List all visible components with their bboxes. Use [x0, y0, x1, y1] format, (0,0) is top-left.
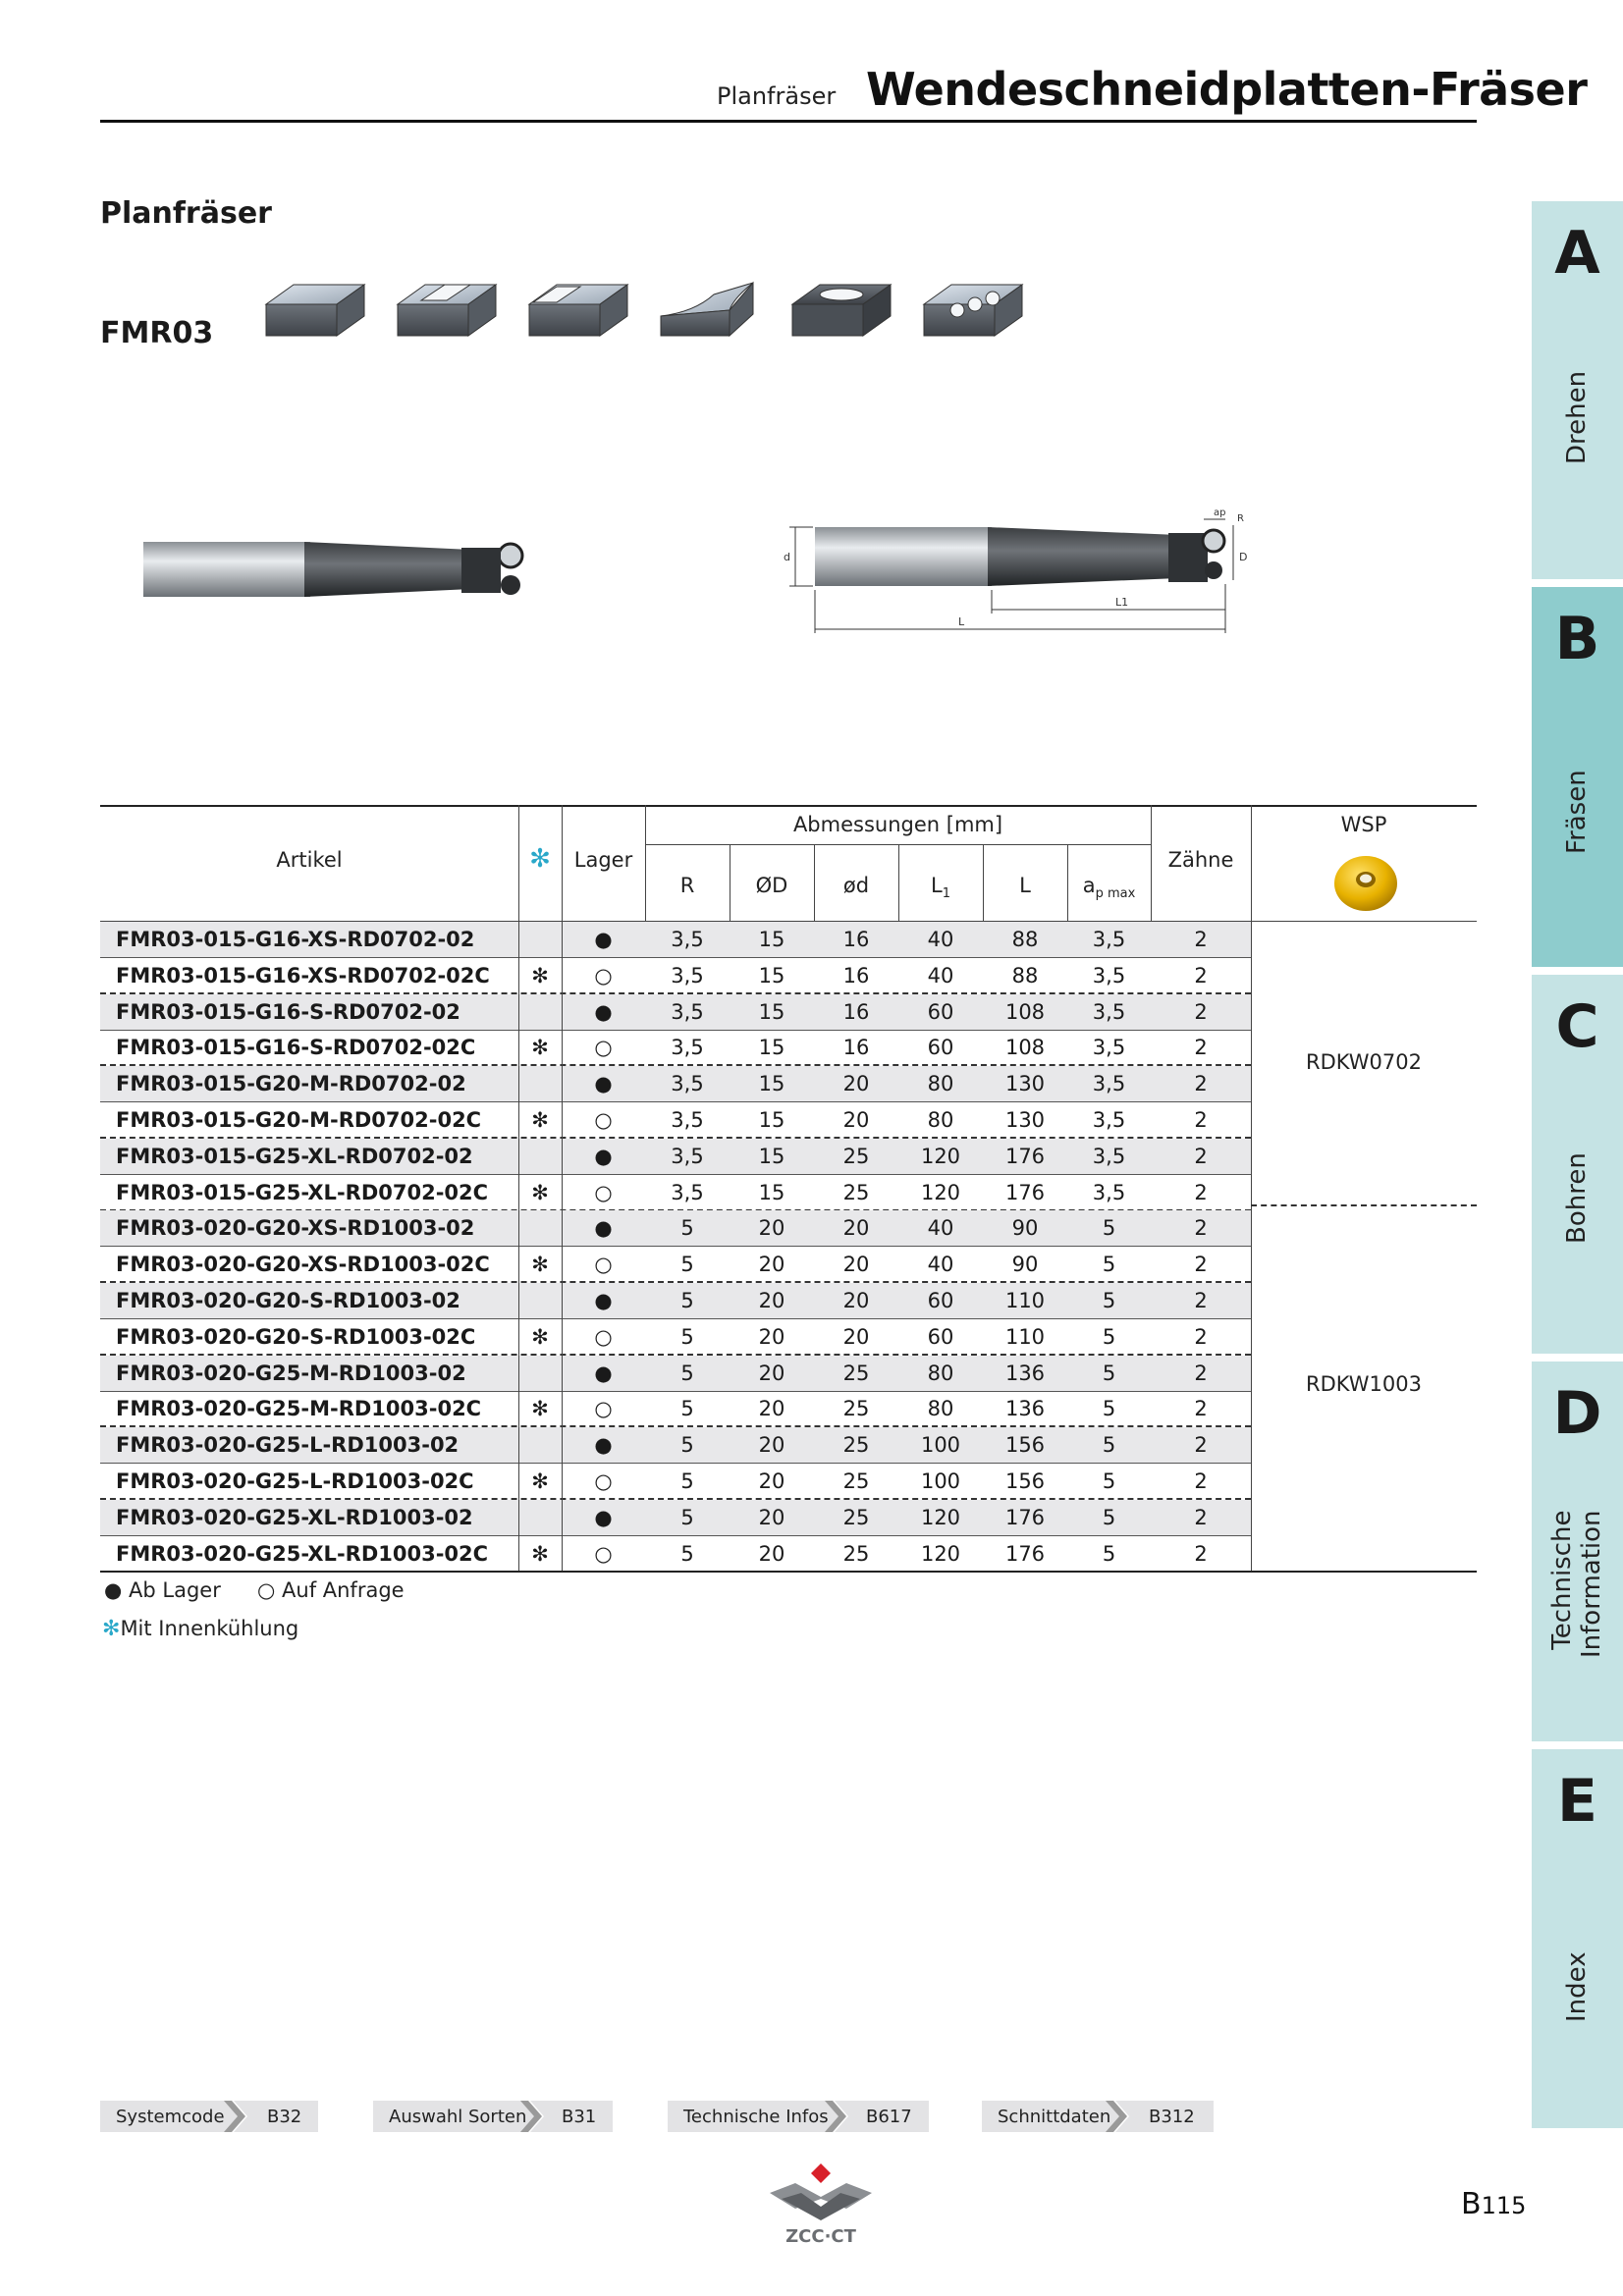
legend-in-stock: ● Ab Lager — [104, 1578, 221, 1602]
cell-l: 88 — [1011, 928, 1039, 951]
table-row — [100, 1391, 1251, 1426]
chevron-right-icon — [1104, 2101, 1131, 2132]
cell-l1: 120 — [920, 1541, 961, 1566]
table-row — [100, 1427, 1251, 1463]
header-lager: Lager — [573, 848, 633, 872]
dim-l-label: L — [958, 615, 965, 628]
table-row — [100, 1356, 1251, 1391]
cell-l1: 80 — [927, 1361, 954, 1385]
cell-z: 2 — [1194, 963, 1208, 988]
article-code: FMR03-020-G25-XL-RD1003-02 — [116, 1505, 473, 1529]
cell-d: 20 — [758, 1289, 785, 1312]
header-rule — [100, 120, 1477, 123]
stock-status: ○ — [594, 1036, 613, 1060]
cell-ap: 5 — [1102, 1361, 1116, 1385]
table-row — [100, 1175, 1251, 1210]
cell-d: 15 — [758, 1144, 785, 1168]
logo-text: ZCC·CT — [785, 2226, 856, 2247]
stock-status: ● — [594, 928, 613, 951]
article-code: FMR03-015-G25-XL-RD0702-02 — [116, 1144, 473, 1168]
cell-r: 3,5 — [671, 1108, 704, 1132]
cell-d: 20 — [842, 1289, 870, 1312]
cell-d: 20 — [758, 1397, 785, 1421]
cell-d: 20 — [842, 1108, 870, 1132]
cell-d: 20 — [842, 1253, 870, 1277]
table-row — [100, 1283, 1251, 1318]
legend-coolant: ✻Mit Innenkühlung — [102, 1617, 299, 1641]
face-milling-icon — [266, 285, 364, 336]
chevron-right-icon — [823, 2101, 850, 2132]
header-d-shank: ød — [842, 874, 870, 897]
cell-r: 5 — [680, 1361, 694, 1385]
cell-l1: 40 — [927, 963, 954, 988]
header-d-outer: ØD — [755, 874, 788, 897]
article-code: FMR03-015-G25-XL-RD0702-02C — [116, 1180, 489, 1204]
cell-d: 20 — [758, 1433, 785, 1458]
cell-l1: 40 — [927, 1253, 954, 1277]
cell-z: 2 — [1194, 1541, 1208, 1566]
stock-status: ● — [594, 1144, 613, 1168]
article-code: FMR03-015-G16-XS-RD0702-02C — [116, 963, 490, 988]
shoulder-milling-icon — [398, 285, 496, 336]
application-icons — [260, 265, 1026, 353]
cell-r: 3,5 — [671, 1180, 704, 1204]
tab-a-drehen[interactable] — [1532, 201, 1623, 579]
cell-ap: 3,5 — [1092, 1072, 1126, 1096]
cell-ap: 5 — [1102, 1505, 1116, 1529]
cell-l1: 40 — [927, 928, 954, 951]
cell-d: 16 — [842, 1036, 870, 1060]
empty-circle-icon: ○ — [257, 1578, 276, 1602]
article-code: FMR03-020-G25-L-RD1003-02C — [116, 1469, 474, 1493]
cell-r: 5 — [680, 1324, 694, 1349]
ref-auswahl-sorten[interactable]: Auswahl Sorten B31 — [373, 2101, 613, 2132]
cell-z: 2 — [1194, 1072, 1208, 1096]
cell-l: 90 — [1011, 1216, 1039, 1241]
table-row — [100, 1536, 1251, 1572]
page-title: Wendeschneidplatten-Fräser — [866, 63, 1588, 116]
cell-ap: 5 — [1102, 1253, 1116, 1277]
cell-r: 5 — [680, 1433, 694, 1458]
dim-ap-label: ap — [1214, 507, 1226, 518]
coolant-icon: ✻ — [531, 1397, 549, 1421]
stock-status: ● — [594, 1072, 613, 1096]
cell-z: 2 — [1194, 1108, 1208, 1132]
cell-z: 2 — [1194, 1397, 1208, 1421]
header-wsp: WSP — [1340, 813, 1387, 836]
stock-status: ○ — [594, 1469, 613, 1493]
wsp-group-1: RDKW0702 — [1306, 1050, 1422, 1074]
tab-label: Drehen — [1562, 370, 1592, 464]
table-row — [100, 1247, 1251, 1282]
coolant-icon: ✻ — [531, 1324, 549, 1349]
table-row — [100, 1464, 1251, 1499]
cell-ap: 5 — [1102, 1324, 1116, 1349]
cell-l1: 100 — [920, 1469, 961, 1493]
header-abmessungen: Abmessungen [mm] — [792, 813, 1003, 836]
stock-status: ● — [594, 1361, 613, 1385]
tab-letter: B — [1554, 605, 1600, 673]
cell-l: 156 — [1004, 1433, 1046, 1458]
table-row — [100, 958, 1251, 993]
header-category: Planfräser — [717, 82, 837, 110]
cell-l: 90 — [1011, 1253, 1039, 1277]
tab-letter: E — [1557, 1767, 1597, 1836]
cell-r: 5 — [680, 1216, 694, 1241]
cell-l1: 100 — [920, 1433, 961, 1458]
cell-d: 15 — [758, 1108, 785, 1132]
cell-l: 156 — [1004, 1469, 1046, 1493]
cell-z: 2 — [1194, 1180, 1208, 1204]
coolant-icon: ✻ — [102, 1617, 121, 1641]
tab-label: Fräsen — [1562, 770, 1592, 854]
filled-dot-icon: ● — [104, 1578, 123, 1602]
cell-d: 15 — [758, 928, 785, 951]
cell-d: 20 — [758, 1253, 785, 1277]
pocket-milling-icon — [792, 285, 891, 336]
wsp-group-2: RDKW1003 — [1306, 1372, 1422, 1396]
cell-d: 20 — [758, 1324, 785, 1349]
cell-ap: 5 — [1102, 1469, 1116, 1493]
cell-d: 15 — [758, 1072, 785, 1096]
article-code: FMR03-020-G25-M-RD1003-02 — [116, 1361, 466, 1385]
cell-d: 16 — [842, 928, 870, 951]
article-code: FMR03-015-G16-S-RD0702-02 — [116, 999, 460, 1024]
cell-l: 88 — [1011, 963, 1039, 988]
coolant-icon: ✻ — [531, 1036, 549, 1060]
cell-r: 5 — [680, 1541, 694, 1566]
cell-r: 3,5 — [671, 1072, 704, 1096]
tab-label: Bohren — [1562, 1152, 1592, 1244]
dim-d-label: d — [784, 551, 790, 563]
coolant-icon: ✻ — [531, 1253, 549, 1277]
cell-ap: 3,5 — [1092, 963, 1126, 988]
table-row — [100, 1500, 1251, 1535]
cell-l1: 80 — [927, 1108, 954, 1132]
cell-z: 2 — [1194, 1324, 1208, 1349]
tab-letter: D — [1552, 1379, 1602, 1448]
cell-z: 2 — [1194, 1505, 1208, 1529]
cell-z: 2 — [1194, 1469, 1208, 1493]
cell-l1: 60 — [927, 1289, 954, 1312]
stock-status: ○ — [594, 1108, 613, 1132]
profile-milling-icon — [661, 283, 753, 336]
cell-d: 16 — [842, 999, 870, 1024]
cell-l: 136 — [1004, 1361, 1046, 1385]
cell-ap: 5 — [1102, 1289, 1116, 1312]
cell-l: 108 — [1004, 999, 1046, 1024]
cell-d: 15 — [758, 999, 785, 1024]
cell-r: 3,5 — [671, 928, 704, 951]
stock-status: ○ — [594, 1180, 613, 1204]
table-row — [100, 1319, 1251, 1355]
table-row — [100, 1030, 1251, 1065]
cell-r: 5 — [680, 1505, 694, 1529]
header-artikel: Artikel — [276, 848, 343, 872]
tab-e-index[interactable] — [1532, 1749, 1623, 2128]
article-code: FMR03-015-G20-M-RD0702-02C — [116, 1108, 482, 1132]
coolant-icon: ✻ — [531, 963, 549, 988]
table-row — [100, 1102, 1251, 1138]
cell-r: 5 — [680, 1289, 694, 1312]
cell-r: 3,5 — [671, 1144, 704, 1168]
slot-milling-icon — [529, 285, 627, 336]
stock-status: ● — [594, 1289, 613, 1312]
tab-letter: C — [1555, 992, 1599, 1061]
cell-d: 20 — [758, 1216, 785, 1241]
cell-ap: 3,5 — [1092, 999, 1126, 1024]
stock-status: ○ — [594, 1541, 613, 1566]
cell-d: 20 — [842, 1324, 870, 1349]
cell-l: 108 — [1004, 1036, 1046, 1060]
header-r: R — [679, 874, 695, 897]
cell-ap: 5 — [1102, 1433, 1116, 1458]
article-code: FMR03-020-G20-XS-RD1003-02C — [116, 1253, 490, 1277]
stock-status: ○ — [594, 963, 613, 988]
cell-d: 25 — [842, 1541, 870, 1566]
cell-d: 20 — [842, 1072, 870, 1096]
cell-r: 3,5 — [671, 963, 704, 988]
cell-z: 2 — [1194, 1289, 1208, 1312]
cell-d: 20 — [758, 1505, 785, 1529]
article-code: FMR03-020-G25-L-RD1003-02 — [116, 1433, 460, 1458]
header-zaehne: Zähne — [1167, 848, 1234, 872]
cell-ap: 3,5 — [1092, 1180, 1126, 1204]
cell-ap: 3,5 — [1092, 1036, 1126, 1060]
article-code: FMR03-015-G16-S-RD0702-02C — [116, 1036, 476, 1060]
cell-d: 25 — [842, 1469, 870, 1493]
cell-d: 25 — [842, 1505, 870, 1529]
coolant-icon: ✻ — [529, 844, 551, 874]
cell-z: 2 — [1194, 1144, 1208, 1168]
stock-status: ● — [594, 1216, 613, 1241]
article-code: FMR03-020-G25-M-RD1003-02C — [116, 1397, 482, 1421]
cell-d: 25 — [842, 1397, 870, 1421]
table-row — [100, 922, 1251, 957]
table-row — [100, 1210, 1251, 1246]
cell-l1: 120 — [920, 1505, 961, 1529]
cell-z: 2 — [1194, 1361, 1208, 1385]
cell-l: 176 — [1004, 1505, 1046, 1529]
technical-drawing — [776, 496, 1267, 643]
model-name: FMR03 — [100, 316, 214, 350]
cell-z: 2 — [1194, 1036, 1208, 1060]
chevron-right-icon — [518, 2101, 546, 2132]
insert-icon — [1331, 848, 1400, 913]
stock-status: ○ — [594, 1324, 613, 1349]
coolant-icon: ✻ — [531, 1108, 549, 1132]
cell-d: 15 — [758, 1036, 785, 1060]
stock-status: ● — [594, 1505, 613, 1529]
cell-d: 25 — [842, 1433, 870, 1458]
cell-ap: 5 — [1102, 1541, 1116, 1566]
cell-r: 5 — [680, 1397, 694, 1421]
cell-l1: 60 — [927, 1036, 954, 1060]
table-row — [100, 994, 1251, 1030]
tab-label: Technische Information — [1547, 1510, 1606, 1658]
cell-r: 5 — [680, 1253, 694, 1277]
ref-schnittdaten[interactable]: Schnittdaten B312 — [982, 2101, 1214, 2132]
article-code: FMR03-020-G20-XS-RD1003-02 — [116, 1216, 475, 1241]
cell-z: 2 — [1194, 1433, 1208, 1458]
cell-d: 16 — [842, 963, 870, 988]
cell-d: 20 — [758, 1361, 785, 1385]
cell-d: 15 — [758, 963, 785, 988]
cell-l: 130 — [1004, 1108, 1046, 1132]
legend-on-request: ○ Auf Anfrage — [257, 1578, 405, 1602]
cell-l1: 60 — [927, 1324, 954, 1349]
cell-d: 25 — [842, 1180, 870, 1204]
tab-label: Index — [1562, 1951, 1592, 2022]
coolant-icon: ✻ — [531, 1541, 549, 1566]
cell-l1: 120 — [920, 1144, 961, 1168]
header-l1: $L_1$ — [931, 874, 950, 902]
cell-r: 3,5 — [671, 1036, 704, 1060]
article-code: FMR03-015-G16-XS-RD0702-02 — [116, 928, 475, 951]
cell-d: 20 — [758, 1541, 785, 1566]
header-ap-max: $a_{p max}$ — [1082, 874, 1136, 902]
article-code: FMR03-020-G20-S-RD1003-02 — [116, 1289, 460, 1312]
tab-b-fraesen[interactable] — [1532, 587, 1623, 967]
cell-l: 136 — [1004, 1397, 1046, 1421]
cell-l1: 80 — [927, 1397, 954, 1421]
cell-z: 2 — [1194, 1216, 1208, 1241]
ref-technische-infos[interactable]: Technische Infos B617 — [668, 2101, 929, 2132]
cell-l1: 60 — [927, 999, 954, 1024]
cell-l: 176 — [1004, 1541, 1046, 1566]
cell-ap: 5 — [1102, 1216, 1116, 1241]
stock-status: ○ — [594, 1397, 613, 1421]
cell-l: 176 — [1004, 1144, 1046, 1168]
ref-systemcode[interactable]: Systemcode B32 — [100, 2101, 318, 2132]
cell-d: 15 — [758, 1180, 785, 1204]
cell-ap: 3,5 — [1092, 928, 1126, 951]
cell-d: 20 — [842, 1216, 870, 1241]
cell-l1: 80 — [927, 1072, 954, 1096]
cell-z: 2 — [1194, 1253, 1208, 1277]
cell-d: 25 — [842, 1361, 870, 1385]
article-code: FMR03-020-G20-S-RD1003-02C — [116, 1324, 476, 1349]
dim-R-label: R — [1237, 513, 1244, 524]
coolant-icon: ✻ — [531, 1469, 549, 1493]
tab-c-bohren[interactable] — [1532, 975, 1623, 1354]
page-number: B115 — [1461, 2187, 1527, 2221]
cell-l1: 40 — [927, 1216, 954, 1241]
cell-z: 2 — [1194, 928, 1208, 951]
coolant-icon: ✻ — [531, 1180, 549, 1204]
table-row — [100, 1139, 1251, 1174]
cell-d: 25 — [842, 1144, 870, 1168]
tab-d-technische-information[interactable] — [1532, 1362, 1623, 1741]
dim-l1-label: L1 — [1115, 596, 1129, 609]
article-code: FMR03-015-G20-M-RD0702-02 — [116, 1072, 466, 1096]
dim-D-label: D — [1239, 551, 1248, 563]
cell-l: 110 — [1004, 1324, 1046, 1349]
chevron-right-icon — [222, 2101, 249, 2132]
drilling-icon — [924, 285, 1022, 336]
cell-l: 176 — [1004, 1180, 1046, 1204]
cell-ap: 3,5 — [1092, 1108, 1126, 1132]
cell-z: 2 — [1194, 999, 1208, 1024]
section-title: Planfräser — [100, 196, 272, 231]
zcc-ct-logo — [762, 2160, 880, 2248]
stock-status: ○ — [594, 1253, 613, 1277]
header-l: L — [1019, 874, 1031, 897]
cell-r: 5 — [680, 1469, 694, 1493]
stock-status: ● — [594, 999, 613, 1024]
table-body — [100, 922, 1477, 1574]
cell-l1: 120 — [920, 1180, 961, 1204]
cell-ap: 3,5 — [1092, 1144, 1126, 1168]
stock-status: ● — [594, 1433, 613, 1458]
table-row — [100, 1066, 1251, 1101]
cell-r: 3,5 — [671, 999, 704, 1024]
tool-photo — [137, 530, 530, 609]
cell-l: 110 — [1004, 1289, 1046, 1312]
tab-letter: A — [1554, 219, 1600, 288]
cell-ap: 5 — [1102, 1397, 1116, 1421]
cell-l: 130 — [1004, 1072, 1046, 1096]
article-code: FMR03-020-G25-XL-RD1003-02C — [116, 1541, 489, 1566]
cell-d: 20 — [758, 1469, 785, 1493]
